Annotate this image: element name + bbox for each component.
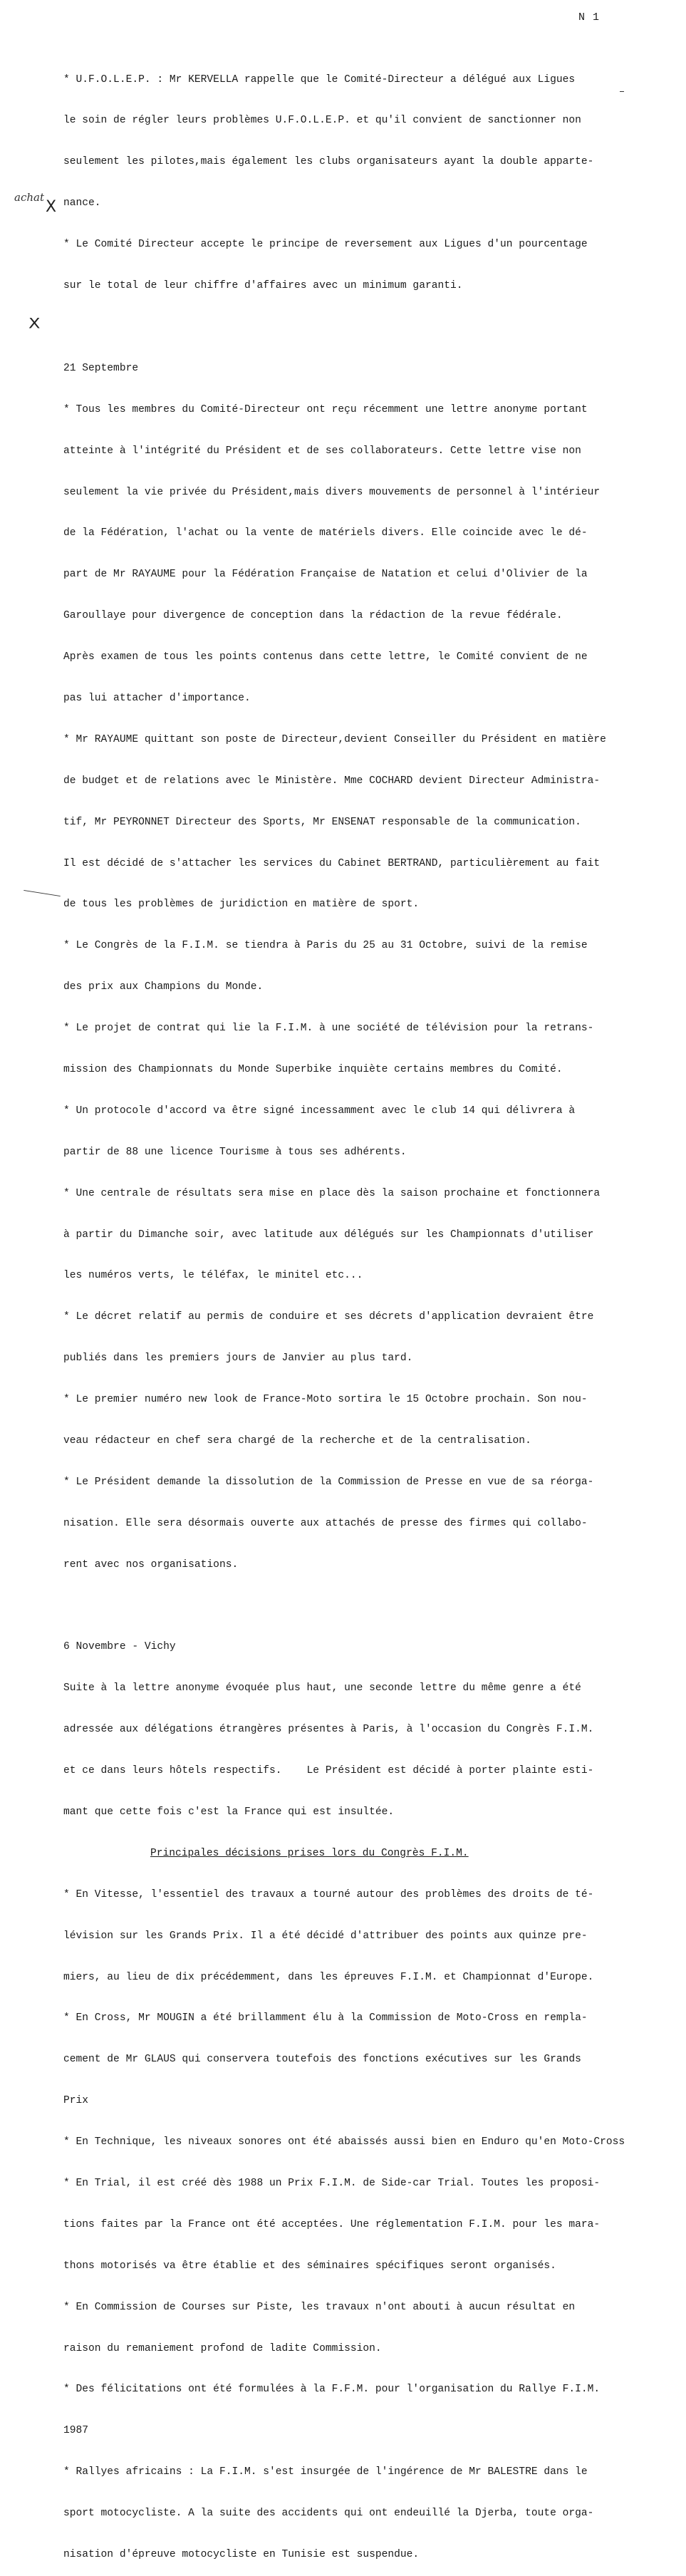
- text-line: le soin de régler leurs problèmes U.F.O.L.E.P. et qu'il convient de sanctionner non: [63, 115, 581, 127]
- paragraph-gap: [63, 321, 676, 334]
- text-line: * Un protocole d'accord va être signé incessamment avec le club 14 qui délivrera à: [63, 1105, 576, 1117]
- text-line: thons motorisés va être établie et des séminaires spécifiques seront organisés.: [63, 2260, 556, 2272]
- text-line: à partir du Dimanche soir, avec latitude aux délégués sur les Championnats d'utiliser: [63, 1228, 594, 1241]
- text-line: * Le Congrès de la F.I.M. se tiendra à Paris du 25 au 31 Octobre, suivi de la remise: [63, 940, 588, 952]
- text-line: * Une centrale de résultats sera mise en place dès la saison prochaine et fonctionnera: [63, 1187, 601, 1199]
- margin-x-mark-2: X: [28, 315, 41, 332]
- text-line: adressée aux délégations étrangères présentes à Paris, à l'occasion du Congrès F.I.M.: [63, 1724, 594, 1736]
- text-line: des prix aux Champions du Monde.: [63, 981, 264, 993]
- section-date-heading: 6 Novembre - Vichy: [63, 1641, 176, 1653]
- text-line: miers, au lieu de dix précédemment, dans les épreuves F.I.M. et Championnat d'Europe.: [63, 1971, 594, 1983]
- text-line: * En Technique, les niveaux sonores ont été abaissés aussi bien en Enduro qu'en Moto-Cross: [63, 2136, 625, 2148]
- text-line: * Le décret relatif au permis de conduire et ses décrets d'application devraient être: [63, 1311, 594, 1323]
- text-line: * U.F.O.L.E.P. : Mr KERVELLA rappelle que le Comité-Directeur a délégué aux Ligues: [63, 73, 576, 86]
- text-line: nisation. Elle sera désormais ouverte aux attachés de presse des firmes qui collabo-: [63, 1517, 588, 1529]
- text-line: * Le Président demande la dissolution de la Commission de Presse en vue de sa réorga-: [63, 1476, 594, 1488]
- text-line: sur le total de leur chiffre d'affaires avec un minimum garanti.: [63, 280, 463, 292]
- page-number: N 1: [578, 11, 601, 24]
- subsection-heading-text: Principales décisions prises lors du Congrès F.I.M.: [150, 1847, 469, 1859]
- margin-note-achat: achat: [14, 191, 44, 204]
- text-line: Après examen de tous les points contenus dans cette lettre, le Comité convient de ne: [63, 651, 588, 663]
- margin-dash-mark: [24, 890, 61, 896]
- text-line: Suite à la lettre anonyme évoquée plus haut, une seconde lettre du même genre a été: [63, 1682, 581, 1695]
- text-line: Il est décidé de s'attacher les services du Cabinet BERTRAND, particulièrement au fait: [63, 857, 601, 869]
- text-line: part de Mr RAYAUME pour la Fédération Française de Natation et celui d'Olivier de la: [63, 569, 588, 581]
- text-line: atteinte à l'intégrité du Président et de ses collaborateurs. Cette lettre vise non: [63, 445, 581, 457]
- document-body: [63, 46, 676, 2576]
- text-line: * En Trial, il est créé dès 1988 un Prix F.I.M. de Side-car Trial. Toutes les proposi-: [63, 2178, 601, 2190]
- subsection-heading: [63, 1847, 676, 1861]
- text-line: * En Vitesse, l'essentiel des travaux a tourné autour des problèmes des droits de té-: [63, 1888, 594, 1900]
- text-line: lévision sur les Grands Prix. Il a été décidé d'attribuer des points aux quinze pre-: [63, 1930, 588, 1942]
- text-line: * Rallyes africains : La F.I.M. s'est insurgée de l'ingérence de Mr BALESTRE dans le: [63, 2466, 588, 2478]
- text-line: * En Cross, Mr MOUGIN a été brillamment élu à la Commission de Moto-Cross en rempla-: [63, 2012, 588, 2024]
- text-line: et ce dans leurs hôtels respectifs. Le Président est décidé à porter plainte esti-: [63, 1765, 594, 1777]
- text-line: tions faites par la France ont été acceptées. Une réglementation F.I.M. pour les mara-: [63, 2218, 601, 2230]
- section-date-heading: 21 Septembre: [63, 362, 139, 374]
- text-line: * En Commission de Courses sur Piste, les travaux n'ont abouti à aucun résultat en: [63, 2301, 576, 2313]
- text-line: tif, Mr PEYRONNET Directeur des Sports, Mr ENSENAT responsable de la communication.: [63, 816, 581, 828]
- text-line: * Le projet de contrat qui lie la F.I.M. à une société de télévision pour la retrans-: [63, 1023, 594, 1035]
- text-line: partir de 88 une licence Tourisme à tous ses adhérents.: [63, 1146, 407, 1158]
- text-line: * Le Comité Directeur accepte le principe de reversement aux Ligues d'un pourcentage: [63, 239, 588, 251]
- text-line: mant que cette fois c'est la France qui est insultée.: [63, 1806, 395, 1818]
- text-line: * Le premier numéro new look de France-Moto sortira le 15 Octobre prochain. Son nou-: [63, 1394, 588, 1406]
- text-line: mission des Championnats du Monde Superbike inquiète certains membres du Comité.: [63, 1063, 563, 1075]
- text-line: veau rédacteur en chef sera chargé de la recherche et de la centralisation.: [63, 1434, 531, 1447]
- text-line: pas lui attacher d'importance.: [63, 692, 251, 704]
- text-line: nance.: [63, 197, 101, 210]
- text-line: rent avec nos organisations.: [63, 1558, 239, 1571]
- text-line: de budget et de relations avec le Ministère. Mme COCHARD devient Directeur Administra-: [63, 775, 601, 787]
- text-line: * Mr RAYAUME quittant son poste de Directeur,devient Conseiller du Président en matière: [63, 733, 606, 745]
- text-line: publiés dans les premiers jours de Janvier au plus tard.: [63, 1352, 413, 1365]
- text-line: Prix: [63, 2095, 89, 2107]
- margin-x-mark-1: X: [46, 198, 57, 216]
- text-line: les numéros verts, le téléfax, le minitel etc...: [63, 1270, 363, 1282]
- text-line: * Des félicitations ont été formulées à la F.F.M. pour l'organisation du Rallye F.I.M.: [63, 2384, 601, 2396]
- text-line: Garoullaye pour divergence de conception dans la rédaction de la revue fédérale.: [63, 610, 563, 622]
- text-line: cement de Mr GLAUS qui conservera toutefois des fonctions exécutives sur les Grands: [63, 2054, 581, 2066]
- text-line: * Tous les membres du Comité-Directeur ont reçu récemment une lettre anonyme portant: [63, 403, 588, 415]
- text-line: de la Fédération, l'achat ou la vente de matériels divers. Elle coincide avec le dé-: [63, 527, 588, 539]
- paragraph-gap: [63, 1600, 676, 1613]
- text-line: de tous les problèmes de juridiction en matière de sport.: [63, 899, 420, 911]
- text-line: sport motocycliste. A la suite des accidents qui ont endeuillé la Djerba, toute orga-: [63, 2508, 594, 2520]
- text-line: 1987: [63, 2425, 89, 2437]
- text-line: nisation d'épreuve motocycliste en Tunisie est suspendue.: [63, 2549, 420, 2561]
- text-line: seulement les pilotes,mais également les clubs organisateurs ayant la double apparte-: [63, 156, 594, 168]
- text-line: seulement la vie privée du Président,mais divers mouvements de personnel à l'intérieur: [63, 486, 601, 498]
- text-line: raison du remaniement profond de ladite Commission.: [63, 2342, 382, 2354]
